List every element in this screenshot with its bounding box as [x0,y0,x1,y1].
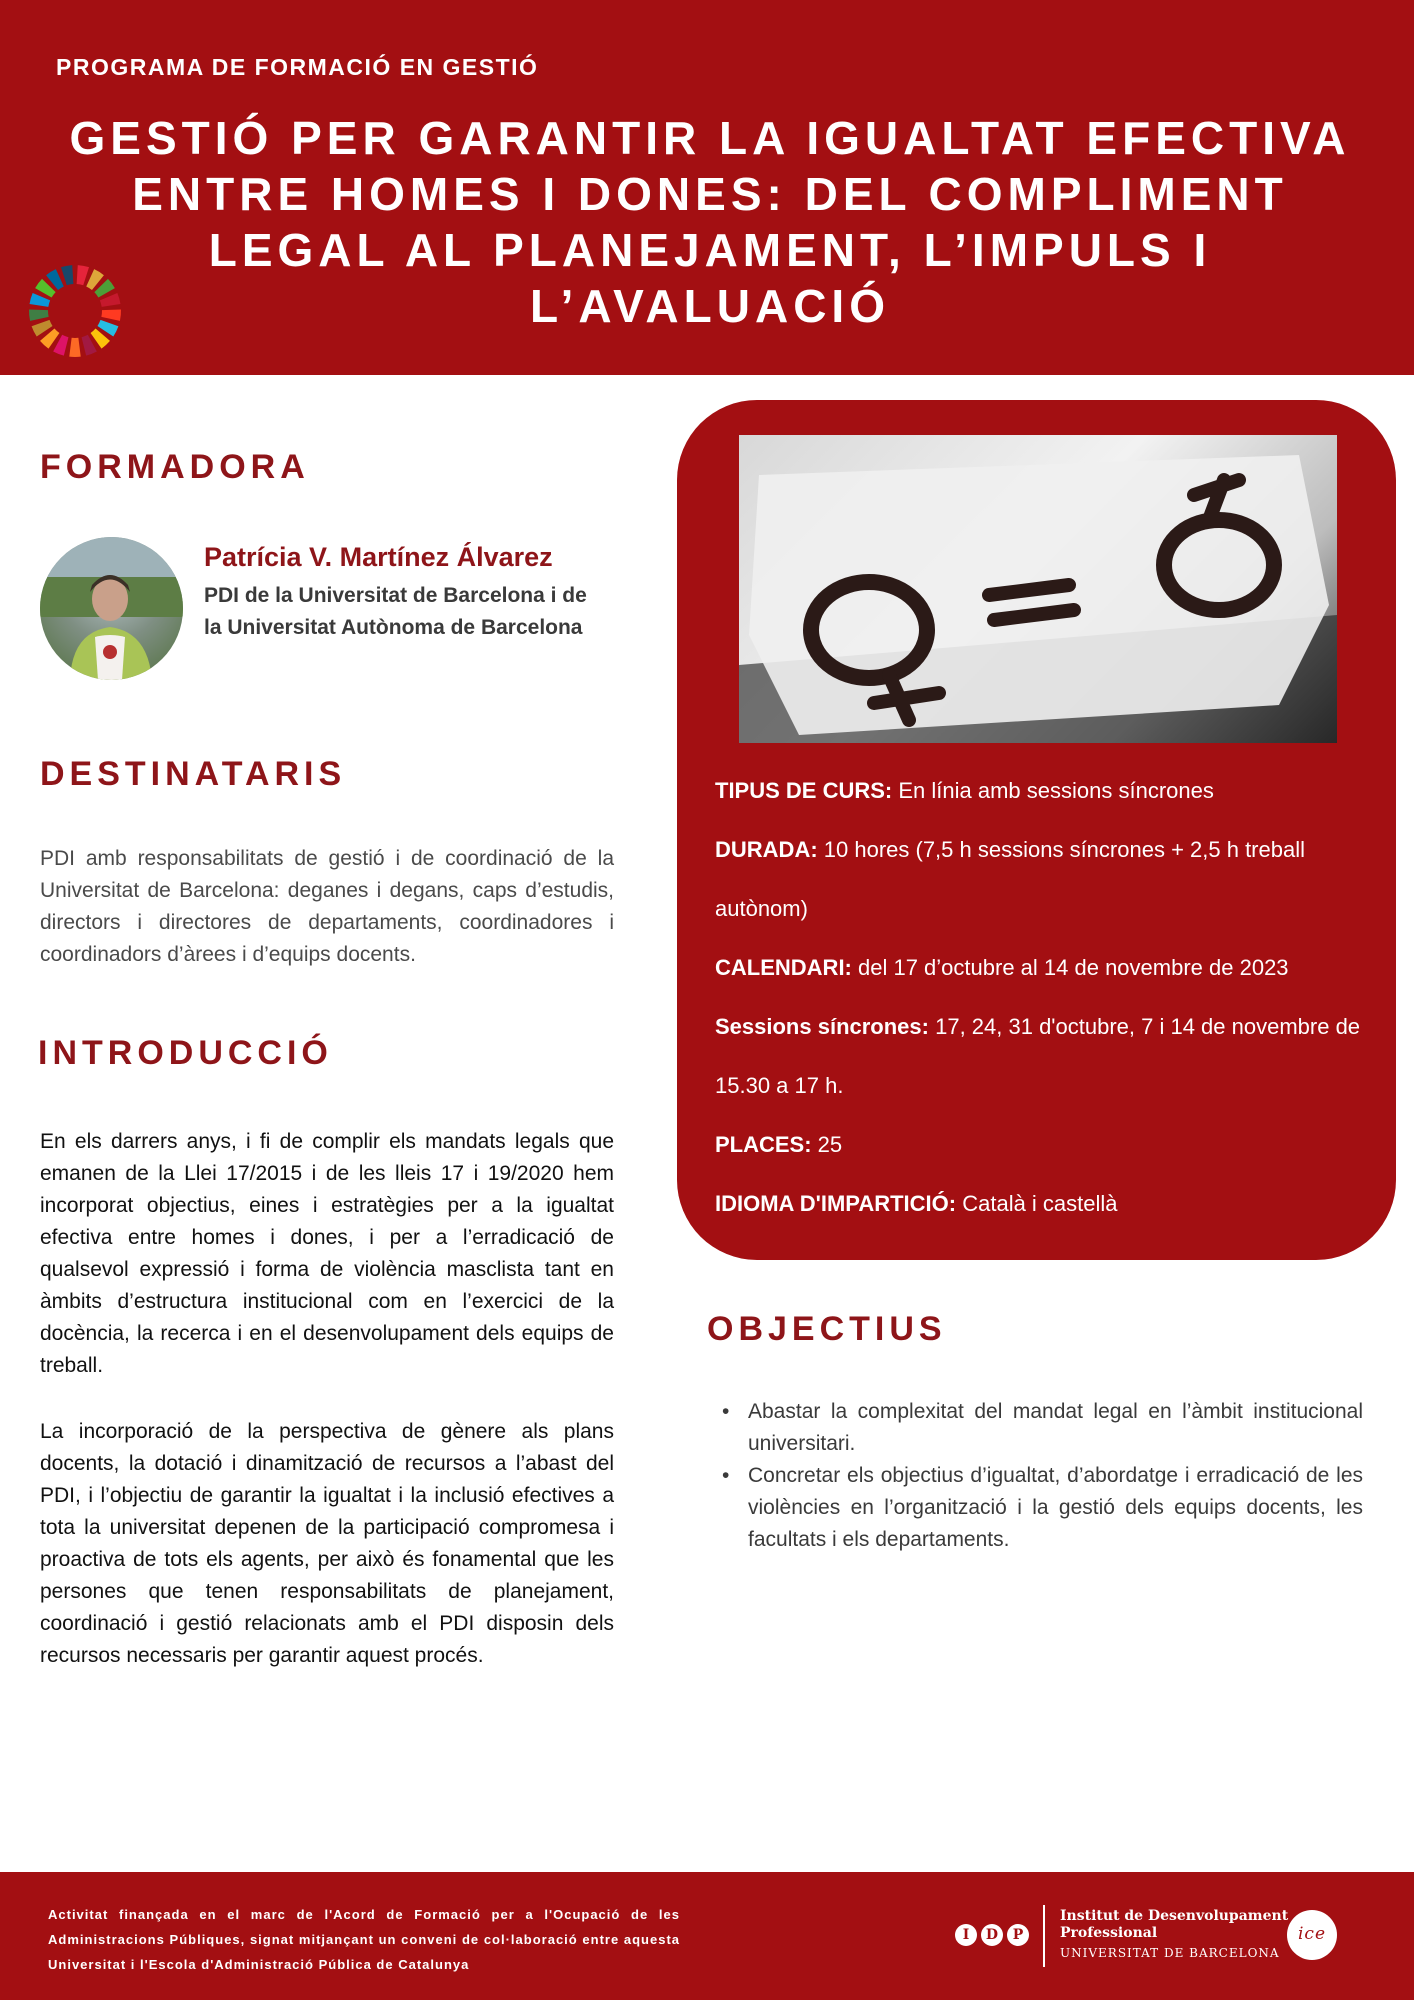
duration-value: 10 hores (7,5 h sessions síncrones + 2,5 h treball [817,837,1305,862]
sessions-label: Sessions síncrones: [715,1014,929,1039]
female-equals-male-symbol-icon [739,435,1337,743]
sdg-wheel-segment [29,310,49,321]
sdg-wheel-segment [101,310,121,321]
destinataris-text: PDI amb responsabilitats de gestió i de coordinació de la Universitat de Barcelona: deganes i degans, caps d’estudis, directors i directores de departaments, coordinadores i coordinadors d’àrees i d’equips docents. [40,847,614,966]
idp-logo [955,1924,1029,1946]
university-name: UNIVERSITAT DE BARCELONA [1060,1946,1280,1960]
affiliation-line: PDI de la Universitat de Barcelona i de [204,584,587,607]
gender-equality-photo [739,435,1337,743]
duration-label: DURADA: [715,837,818,862]
sdg-wheel-logo [28,264,122,358]
course-info-card [677,400,1396,1260]
calendar-label: CALENDARI: [715,955,852,980]
sdg-wheel-segment [77,265,89,285]
intro-paragraph: En els darrers anys, i fi de complir els mandats legals que emanen de la Llei 17/2015 i de les lleis 17 i 19/2020 hem incorporat objectius, eines i estratègies per a la igualtat efectiva entre homes i dones, i per a l’erradicació de qualsevol expressió i forma de violència masclista tant en àmbits d’estructura institucional com en l’exercici de la docència, la recerca i en el desenvolupament dels equips de treball. [40,1130,614,1377]
sdg-wheel-segment [61,265,73,285]
course-calendar [715,953,1289,983]
sdg-wheel-segment [30,293,51,307]
title-line: LEGAL AL PLANEJAMENT, L’IMPULS I [208,224,1212,276]
page-title [60,110,1360,334]
intro-paragraph: La incorporació de la perspectiva de gènere als plans docents, la dotació i dinamització de recursos a l’abast del PDI, i l’objectiu de garantir la igualtat i la inclusió efectives a tota la universitat depenen de la participació compromesa i proactiva de tots els agents, per això és fonamental que les persones que tenen responsabilitats de planejament, coordinació i gestió relacionats amb el PDI disposin dels recursos necessaris per garantir aquest procés. [40,1420,614,1667]
formadora-heading: FORMADORA [40,448,310,486]
objectives-list [718,1396,1363,1556]
course-duration [715,835,1305,865]
title-line: ENTRE HOMES I DONES: DEL COMPLIMENT [132,168,1288,220]
language-value: Català i castellà [956,1191,1118,1216]
institute-name [1060,1908,1288,1942]
idp-letter: I [955,1924,977,1946]
affiliation-line: la Universitat Autònoma de Barcelona [204,616,583,639]
sync-sessions [715,1012,1360,1042]
destinataris-heading: DESTINATARIS [40,755,347,793]
institute-line: Professional [1060,1925,1158,1941]
trainer-affiliation [204,580,624,644]
introduccio-heading: INTRODUCCIÓ [38,1034,333,1072]
trainer-photo-icon [40,537,183,680]
sdg-wheel-segment [69,338,80,357]
course-type-label: TIPUS DE CURS: [715,778,893,803]
idp-letter: P [1007,1924,1029,1946]
course-type [715,776,1214,806]
sdg-wheel-segment [100,293,121,307]
places-label: PLACES: [715,1132,812,1157]
sessions-continuation: 15.30 a 17 h. [715,1073,844,1098]
ice-logo: ice [1287,1910,1337,1960]
objectius-heading: OBJECTIUS [707,1310,947,1348]
places-value: 25 [811,1132,843,1157]
title-line: GESTIÓ PER GARANTIR LA IGUALTAT EFECTIVA [69,112,1351,164]
course-language [715,1189,1118,1219]
sessions-value: 17, 24, 31 d'octubre, 7 i 14 de novembre de [928,1014,1361,1039]
list-item: • Abastar la complexitat del mandat legal en l’àmbit institucional universitari. [718,1396,1363,1460]
footer [0,1872,1414,2000]
header-banner [0,0,1414,375]
duration-continuation: autònom) [715,896,808,921]
trainer-name: Patrícia V. Martínez Álvarez [204,542,553,572]
title-line: L’AVALUACIÓ [530,280,890,332]
idp-letter: D [981,1924,1003,1946]
institute-line: Institut de Desenvolupament [1060,1908,1289,1924]
funding-notice: Activitat finançada en el marc de l'Acord de Formació per a l'Ocupació de les Administracions Públiques, signat mitjançant un conveni de col·laboració entre aquesta Universitat i l'Escola d'Administració Pública de Catalunya [48,1907,680,1972]
course-places [715,1130,842,1160]
program-label: PROGRAMA DE FORMACIÓ EN GESTIÓ [56,54,539,80]
footer-divider [1043,1905,1045,1967]
trainer-avatar [40,537,183,680]
course-type-value: En línia amb sessions síncrones [892,778,1214,803]
language-label: IDIOMA D'IMPARTICIÓ: [715,1191,957,1216]
calendar-value: del 17 d’octubre al 14 de novembre de 2023 [851,955,1289,980]
list-item: • Concretar els objectius d’igualtat, d’abordatge i erradicació de les violències en l’organització i la gestió dels equips docents, les facultats i els departaments. [718,1460,1363,1556]
